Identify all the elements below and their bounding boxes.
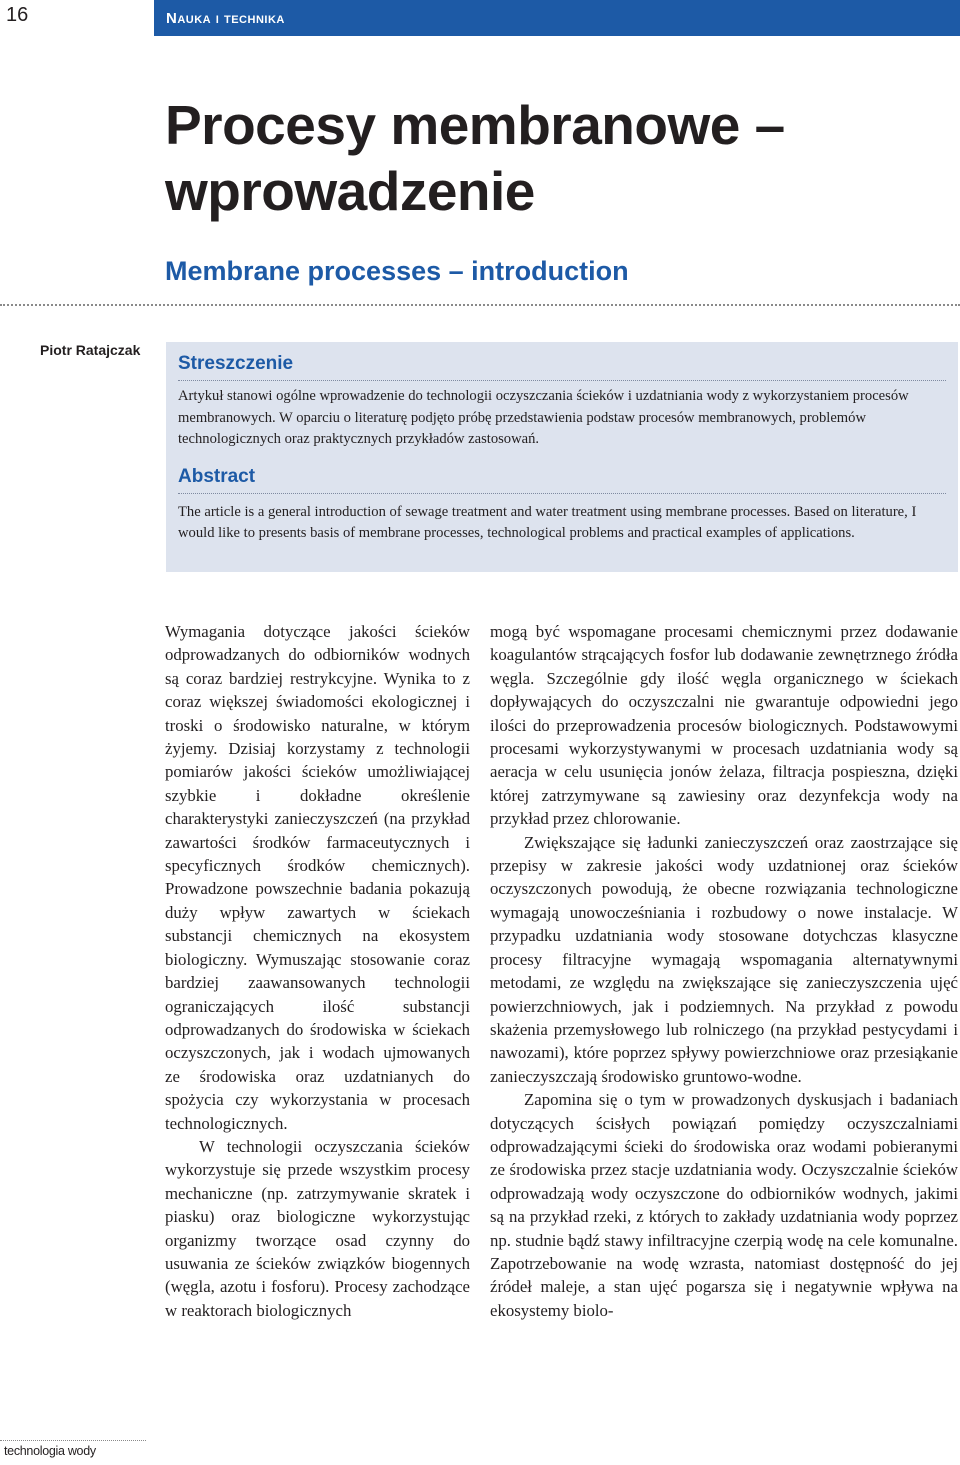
page-number: 16 [6,4,29,26]
abstract-en-text: The article is a general introduction of sewage treatment and water treatment using membrane processes. Based on literature, I would like to presents basis of membrane processes, technological problems and practical examples of applications. [178,503,917,541]
footer-journal-tag: technologia wody [4,1444,96,1458]
article-title: Procesy membranowe – wprowadzenie [165,94,785,222]
body-column-right [490,620,958,1322]
body-paragraph: Zwiększające się ładunki zanieczyszczeń oraz zaostrzające się przepisy w zakresie jakości wody uzdatnionej oraz ścieków oczyszczonych powodują, że obecne rozwiązania technologiczne wymagają unowocześniania i rozbudowy o nowe instalacje. W przypadku uzdatniania wody stosowane dotychczas klasyczne procesy filtracyjne wymagają wspomagania alternatywnymi metodami, ze względu na zwiększające się zanieczyszczenia ujęć powierzchniowych, jak i podziemnych. Na przykład z powodu skażenia przemysłowego lub rolniczego (na przykład pestycydami i nawozami), które poprzez spływy powierzchniowe oraz przesiąkanie zanieczyszczają środowisko gruntowo-wodne. [490,832,958,1086]
author-name: Piotr Ratajczak [40,342,141,358]
body-paragraph: Zapomina się o tym w prowadzonych dyskusjach i badaniach dotyczących ścisłych powiązań pomiędzy oczyszczalniami odprowadzającymi ścieki do środowiska oraz wodami pobieranymi ze środowiska przez stacje uzdatniania wody. Oczyszczalnie ścieków odprowadzają wody oczyszczone do odbiorników wodnych, jakimi są na przykład rzeki, z których to zakłady uzdatniania wody poprzez np. studnie bądź stawy infiltracyjne czerpią wodę na cele komunalne. Zapotrzebowanie na wodę wzrasta, natomiast dostępność do jej źródeł maleje, a stan ujęć pogarsza się i negatywnie wpływa na ekosystemy biolo- [490,1090,958,1320]
body-paragraph: W technologii oczyszczania ścieków wykorzystuje się przede wszystkim procesy mechaniczne (np. zatrzymywanie skratek i piasku) oraz biologiczne wykorzystując organizmy tworzące osad czynny do usuwania ze ścieków związków biogennych (węgla, azotu i fosforu). Procesy zachodzące w reaktorach biologicznych [165,1136,470,1320]
body-paragraph: Wymagania dotyczące jakości ścieków odprowadzanych do odbiorników wodnych są coraz bardziej restrykcyjne. Wynika to z coraz większej świadomości ekologicznej i troski o środowisko naturalne, w którym żyjemy. Dzisiaj korzystamy z technologii pomiarów jakości ścieków umożliwiającej szybkie i dokładne określenie charakterystyki zanieczyszczeń (na przykład zawartości środków farmaceutycznych i specyficznych środków chemicznych). Prowadzone powszechnie badania pokazują duży wpływ zawartych w ściekach substancji chemicznych na ekosystem biologiczny. Wymuszając stosowanie coraz bardziej zaawansowanych technologii ograniczających ilość substancji odprowadzanych do środowiska w ściekach oczyszczonych, jak i wodach ujmowanych ze środowiska oraz uzdatnianych do spożycia czy wykorzystania w procesach technologicznych. [165,622,470,1133]
abstract-pl-text: Artykuł stanowi ogólne wprowadzenie do technologii oczyszczania ścieków i uzdatniania wody z wykorzystaniem procesów membranowych. W oparciu o literaturę podjęto próbę przedstawienia podstaw procesów membranowych, problemów technologicznych oraz praktycznych przykładów zastosowań. [178,388,909,447]
article-subtitle: Membrane processes – introduction [165,256,629,286]
abstract-box [166,342,958,572]
section-header [154,0,960,36]
body-paragraph: mogą być wspomagane procesami chemicznymi przez dodawanie koagulantów strącających fosfor lub dodawanie zewnętrznego źródła węgla. Szczególnie gdy ilość węgla organicznego w ściekach dopływających do oczyszczalni nie gwarantuje odpowiedni jego ilości do przeprowadzenia procesów biologicznych. Podstawowymi procesami wykorzystywanymi w procesach uzdatniania wody są aeracja w celu usunięcia jonów żelaza, filtracja pospieszna, dzięki której zatrzymywane są zawiesiny oraz dezynfekcja wody na przykład przez chlorowanie. [490,622,958,829]
body-column-left [165,620,470,1322]
abstract-pl-heading: Streszczenie [178,352,946,381]
section-label: Nauka i technika [166,9,285,27]
abstract-en-heading: Abstract [178,465,946,494]
footer-divider [0,1440,146,1441]
title-divider [0,304,960,306]
